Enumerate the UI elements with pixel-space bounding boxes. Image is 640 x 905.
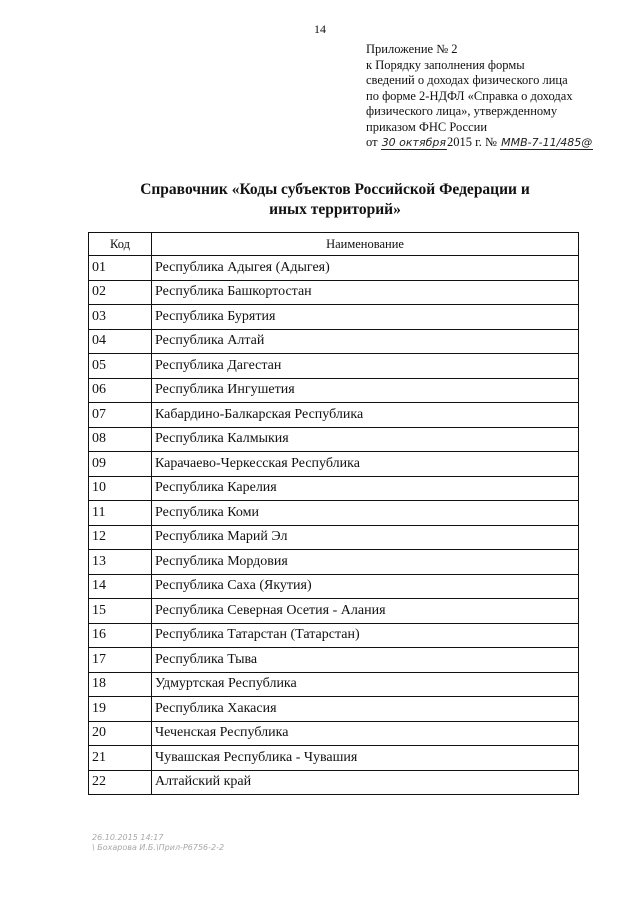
table-row (89, 452, 579, 477)
table-row (89, 403, 579, 428)
title-line: Справочник «Коды субъектов Российской Федерации и (140, 181, 530, 198)
cell-code: 03 (89, 305, 152, 330)
table-row (89, 256, 579, 281)
cell-code: 21 (89, 746, 152, 771)
cell-code: 11 (89, 501, 152, 526)
cell-name: Республика Марий Эл (152, 525, 579, 550)
cell-code: 05 (89, 354, 152, 379)
appendix-line: к Порядку заполнения формы (366, 57, 525, 72)
cell-code: 17 (89, 648, 152, 673)
cell-name: Республика Бурятия (152, 305, 579, 330)
table-row (89, 574, 579, 599)
cell-name: Республика Алтай (152, 329, 579, 354)
table-row (89, 378, 579, 403)
header-name: Наименование (152, 233, 579, 256)
footer-stamp (92, 833, 224, 853)
year-text: 2015 г. № (446, 135, 497, 149)
footer-line: 26.10.2015 14:17 (92, 833, 164, 842)
cell-name: Чеченская Республика (152, 721, 579, 746)
table-row (89, 305, 579, 330)
cell-name: Республика Ингушетия (152, 378, 579, 403)
cell-code: 06 (89, 378, 152, 403)
page-number: 14 (314, 22, 326, 36)
table-row (89, 599, 579, 624)
cell-name: Республика Саха (Якутия) (152, 574, 579, 599)
appendix-block (366, 42, 616, 151)
cell-code: 08 (89, 427, 152, 452)
table-row (89, 501, 579, 526)
table-row (89, 721, 579, 746)
cell-name: Республика Хакасия (152, 697, 579, 722)
cell-name: Карачаево-Черкесская Республика (152, 452, 579, 477)
appendix-line: Приложение № 2 (366, 42, 458, 56)
table-row (89, 329, 579, 354)
appendix-line: сведений о доходах физического лица (366, 73, 568, 87)
header-code: Код (89, 233, 152, 256)
table-row (89, 697, 579, 722)
table-header-row (89, 233, 579, 256)
cell-name: Республика Калмыкия (152, 427, 579, 452)
appendix-line: приказом ФНС России (366, 119, 488, 134)
cell-name: Удмуртская Республика (152, 672, 579, 697)
table-row (89, 770, 579, 795)
cell-code: 18 (89, 672, 152, 697)
table-row (89, 427, 579, 452)
footer-line: \ Бохарова И.Б.\Прил-Р6756-2-2 (92, 843, 225, 852)
date-prefix: от (366, 135, 378, 149)
table-row (89, 648, 579, 673)
cell-name: Республика Татарстан (Татарстан) (152, 623, 579, 648)
cell-code: 12 (89, 525, 152, 550)
cell-name: Республика Адыгея (Адыгея) (152, 256, 579, 281)
cell-code: 22 (89, 770, 152, 795)
cell-code: 09 (89, 452, 152, 477)
title-line: иных территорий» (269, 201, 401, 218)
table-row (89, 623, 579, 648)
cell-name: Алтайский край (152, 770, 579, 795)
cell-name: Республика Карелия (152, 476, 579, 501)
table-row (89, 746, 579, 771)
table-row (89, 525, 579, 550)
table-row (89, 476, 579, 501)
cell-code: 04 (89, 329, 152, 354)
appendix-date-line (366, 135, 616, 151)
cell-name: Республика Башкортостан (152, 280, 579, 305)
cell-name: Республика Тыва (152, 648, 579, 673)
appendix-line: физического лица», утвержденному (366, 104, 558, 118)
codes-table (88, 232, 579, 795)
cell-code: 10 (89, 476, 152, 501)
cell-name: Кабардино-Балкарская Республика (152, 403, 579, 428)
table-row (89, 354, 579, 379)
handwritten-order-number: ММВ-7-11/485@ (501, 136, 593, 149)
table-row (89, 280, 579, 305)
cell-code: 02 (89, 280, 152, 305)
cell-code: 01 (89, 256, 152, 281)
cell-name: Республика Мордовия (152, 550, 579, 575)
table-row (89, 550, 579, 575)
cell-name: Республика Дагестан (152, 354, 579, 379)
cell-code: 19 (89, 697, 152, 722)
cell-name: Республика Северная Осетия - Алания (152, 599, 579, 624)
cell-code: 13 (89, 550, 152, 575)
table-row (89, 672, 579, 697)
document-title (70, 180, 600, 220)
cell-code: 07 (89, 403, 152, 428)
handwritten-date: 30 октября (381, 136, 446, 149)
cell-name: Республика Коми (152, 501, 579, 526)
cell-code: 15 (89, 599, 152, 624)
appendix-line: по форме 2-НДФЛ «Справка о доходах (366, 88, 573, 103)
cell-code: 20 (89, 721, 152, 746)
cell-name: Чувашская Республика - Чувашия (152, 746, 579, 771)
cell-code: 16 (89, 623, 152, 648)
cell-code: 14 (89, 574, 152, 599)
